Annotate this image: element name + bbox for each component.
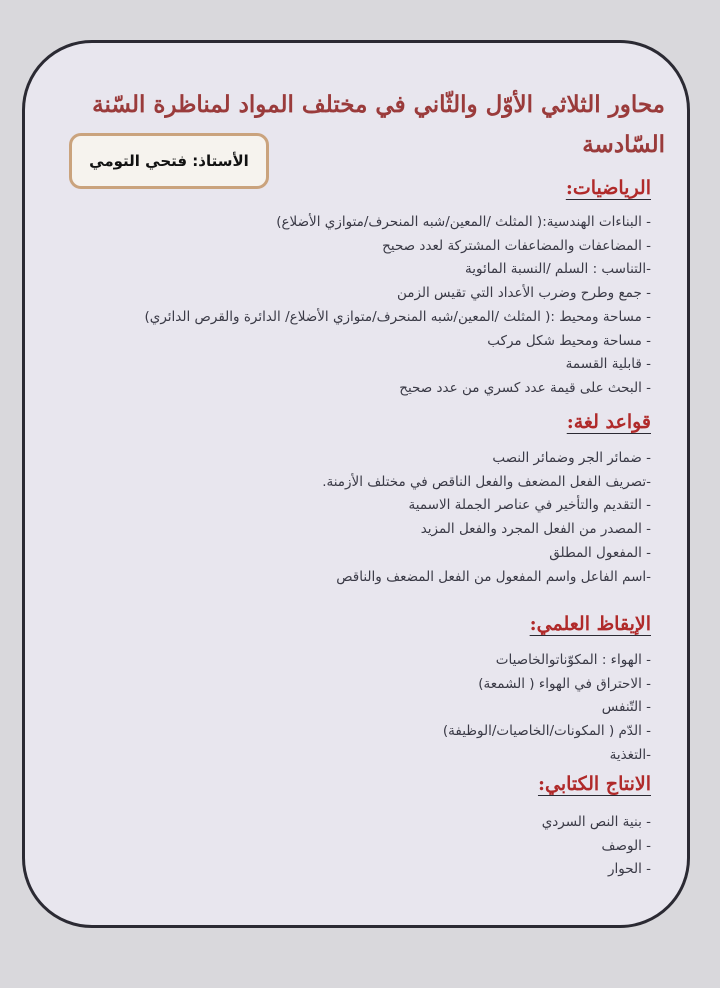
- list-item: - التقديم والتأخير في عناصر الجملة الاسمية: [408, 497, 651, 514]
- list-item: - مساحة ومحيط شكل مركب: [487, 332, 651, 349]
- list-item: - البناءات الهندسية:( المثلث /المعين/شبه المنحرف/متوازي الأضلاع): [276, 214, 651, 230]
- science-heading: الإيقاظ العلمي:: [529, 613, 651, 635]
- list-item: - المضاعفات والمضاعفات المشتركة لعدد صحيح: [382, 237, 651, 254]
- list-item: - الدّم ( المكونات/الخاصيات/الوظيفة): [442, 723, 651, 740]
- list-item: - جمع وطرح وضرب الأعداد التي تقيس الزمن: [396, 285, 651, 302]
- science-section: [51, 613, 651, 768]
- writing-topics-list: [51, 811, 651, 882]
- list-item: - قابلية القسمة: [565, 356, 651, 373]
- list-item: - ضمائر الجر وضمائر النصب: [492, 450, 651, 466]
- math-section: [51, 177, 651, 401]
- list-item: - البحث على قيمة عدد كسري من عدد صحيح: [399, 379, 651, 396]
- page-title: محاور الثلاثي الأوّل والثّاني في مختلف المواد لمناظرة السّنة السّادسة: [92, 91, 665, 158]
- math-topics-list: [51, 211, 651, 401]
- list-item: -تصريف الفعل المضعف والفعل الناقص في مختلف الأزمنة.: [322, 473, 651, 490]
- grammar-section: [51, 411, 651, 589]
- science-topics-list: [51, 649, 651, 768]
- list-item: - التّنفس: [601, 699, 651, 716]
- list-item: - المصدر من الفعل المجرد والفعل المزيد: [420, 521, 651, 538]
- list-item: - الاحتراق في الهواء ( الشمعة): [478, 675, 651, 692]
- list-item: - الوصف: [601, 837, 651, 854]
- list-item: - مساحة ومحيط :( المثلث /المعين/شبه المنحرف/متوازي الأضلاع/ الدائرة والقرص الدائري): [144, 308, 651, 325]
- list-item: -اسم الفاعل واسم المفعول من الفعل المضعف والناقص: [336, 568, 651, 585]
- grammar-topics-list: [51, 447, 651, 589]
- list-item: -التناسب : السلم /النسبة المائوية: [465, 261, 651, 278]
- list-item: - الحوار: [608, 861, 651, 878]
- math-heading: الرياضيات:: [565, 177, 651, 199]
- grammar-heading: قواعد لغة:: [566, 411, 651, 433]
- list-item: - الهواء : المكوّناتوالخاصيات: [495, 652, 651, 668]
- list-item: - المفعول المطلق: [549, 544, 651, 561]
- teacher-name: الأستاذ: فتحي التومي: [89, 152, 249, 170]
- list-item: - بنية النص السردي: [541, 814, 651, 830]
- list-item: -التغذية: [609, 746, 651, 763]
- writing-heading: الانتاج الكتابي:: [537, 773, 651, 795]
- writing-section: [51, 773, 651, 882]
- content-card: [22, 40, 690, 928]
